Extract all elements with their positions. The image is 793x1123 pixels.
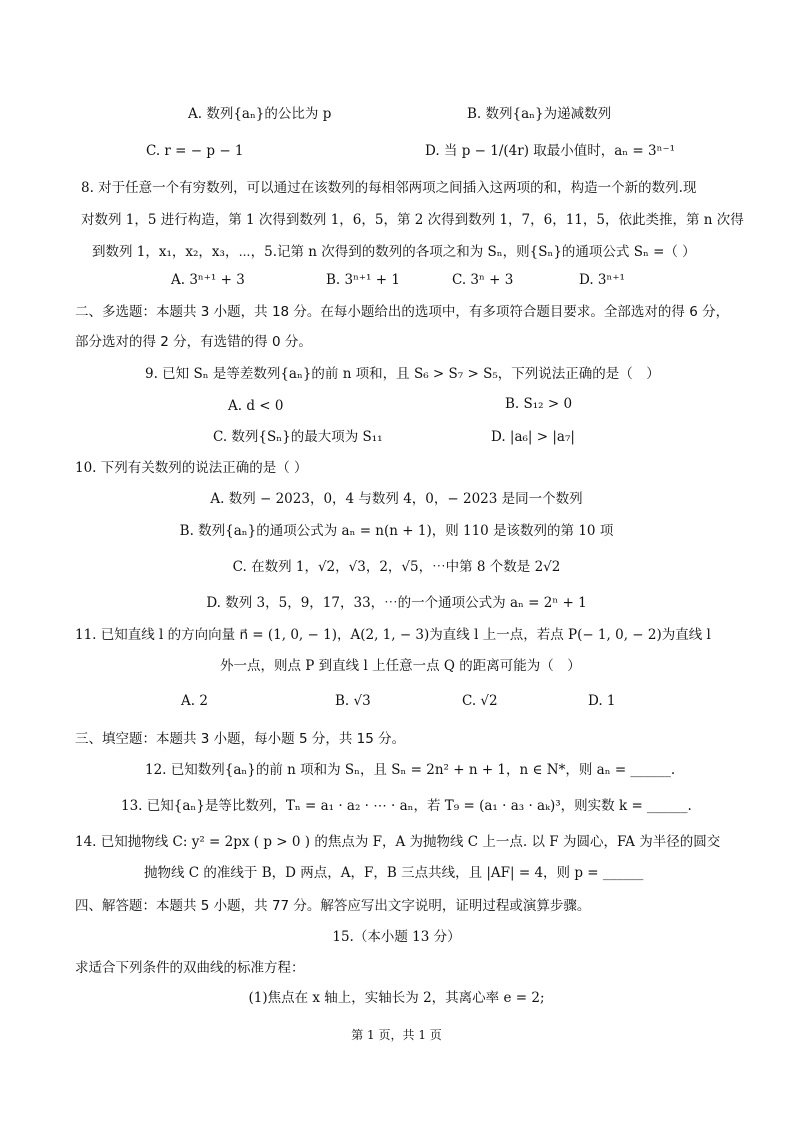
q11-option-a: A. 2 <box>181 693 208 709</box>
q8-stem-line1: 8. 对于任意一个有穷数列，可以通过在该数列的每相邻两项之间插入这两项的和，构造一个新的数列.现 <box>81 180 697 196</box>
q10-option-c: C. 在数列 1，√2，√3，2，√5，⋯中第 8 个数是 2√2 <box>232 559 561 575</box>
section-2-header-line1: 二、多选题：本题共 3 小题，共 18 分。在每小题给出的选项中，有多项符合题目要求。全部选对的得 6 分， <box>75 304 730 320</box>
q9-option-a: A. d < 0 <box>228 398 284 414</box>
q7-option-c: C. r = − p − 1 <box>146 143 244 159</box>
q7-option-a: A. 数列{aₙ}的公比为 p <box>188 106 332 122</box>
q10-option-b: B. 数列{aₙ}的通项公式为 aₙ = n(n + 1)，则 110 是该数列的第 10 项 <box>179 523 614 539</box>
q8-option-b: B. 3ⁿ⁺¹ + 1 <box>326 272 400 288</box>
q8-stem-line2: 对数列 1，5 进行构造，第 1 次得到数列 1，6，5，第 2 次得到数列 1，7，6，11，5，依此类推，第 n 次得 <box>81 212 744 228</box>
section-2-header-line2: 部分选对的得 2 分，有选错的得 0 分。 <box>75 334 312 350</box>
q9-option-c: C. 数列{Sₙ}的最大项为 S₁₁ <box>213 429 383 445</box>
q8-option-d: D. 3ⁿ⁺¹ <box>579 272 625 288</box>
q8-stem-line3: 到数列 1，x₁，x₂，x₃，⋯，5.记第 n 次得到的数列的各项之和为 Sₙ，则{Sₙ}的通项公式 Sₙ =（ ） <box>92 244 696 260</box>
q8-option-a: A. 3ⁿ⁺¹ + 3 <box>171 272 245 288</box>
q11-stem-line1: 11. 已知直线 l 的方向向量 n⃗ = (1, 0, − 1)，A(2, 1, − 3)为直线 l 上一点，若点 P(− 1, 0, − 2)为直线 l <box>75 627 711 643</box>
q11-stem-line2: 外一点，则点 P 到直线 l 上任意一点 Q 的距离可能为（ ） <box>220 658 581 674</box>
q10-option-d: D. 数列 3，5，9，17，33，⋯的一个通项公式为 aₙ = 2ⁿ + 1 <box>206 595 587 611</box>
page-footer: 第 1 页，共 1 页 <box>351 1028 442 1042</box>
q7-option-d: D. 当 p − 1/(4r) 取最小值时，aₙ = 3ⁿ⁻¹ <box>425 143 676 159</box>
q13-stem: 13. 已知{aₙ}是等比数列，Tₙ = a₁ · a₂ · ⋯ · aₙ，若 T₉ = (a₁ · a₃ · aₖ)³，则实数 k = ______. <box>121 798 692 814</box>
q10-option-a: A. 数列 − 2023，0，4 与数列 4，0，− 2023 是同一个数列 <box>210 491 583 507</box>
q9-option-d: D. |a₆| > |a₇| <box>491 429 575 445</box>
q8-option-c: C. 3ⁿ + 3 <box>452 272 514 288</box>
q7-option-b: B. 数列{aₙ}为递减数列 <box>467 106 612 122</box>
q15-part1: (1)焦点在 x 轴上，实轴长为 2，其离心率 e = 2; <box>248 990 545 1006</box>
q9-stem: 9. 已知 Sₙ 是等差数列{aₙ}的前 n 项和，且 S₆ > S₇ > S₅，下列说法正确的是（ ） <box>145 366 660 382</box>
q14-stem-line2: 抛物线 C 的准线于 B，D 两点，A，F，B 三点共线，且 |AF| = 4，则 p = ______ <box>144 865 644 881</box>
q12-stem: 12. 已知数列{aₙ}的前 n 项和为 Sₙ，且 Sₙ = 2n² + n + 1，n ∈ N*，则 aₙ = ______. <box>145 762 676 778</box>
q11-option-d: D. 1 <box>588 693 616 709</box>
q10-stem: 10. 下列有关数列的说法正确的是（ ） <box>75 460 308 476</box>
section-3-header: 三、填空题：本题共 3 小题，每小题 5 分，共 15 分。 <box>75 731 406 747</box>
q9-option-b: B. S₁₂ > 0 <box>505 396 573 412</box>
q15-intro: 求适合下列条件的双曲线的标准方程： <box>75 960 305 976</box>
section-4-header: 四、解答题：本题共 5 小题，共 77 分。解答应写出文字说明，证明过程或演算步骤。 <box>75 898 591 914</box>
q11-option-c: C. √2 <box>462 693 498 709</box>
q15-title: 15.（本小题 13 分） <box>332 929 461 945</box>
q11-option-b: B. √3 <box>335 693 371 709</box>
q14-stem-line1: 14. 已知抛物线 C: y² = 2px ( p > 0 ) 的焦点为 F，A 为抛物线 C 上一点. 以 F 为圆心，FA 为半径的圆交 <box>75 834 721 850</box>
